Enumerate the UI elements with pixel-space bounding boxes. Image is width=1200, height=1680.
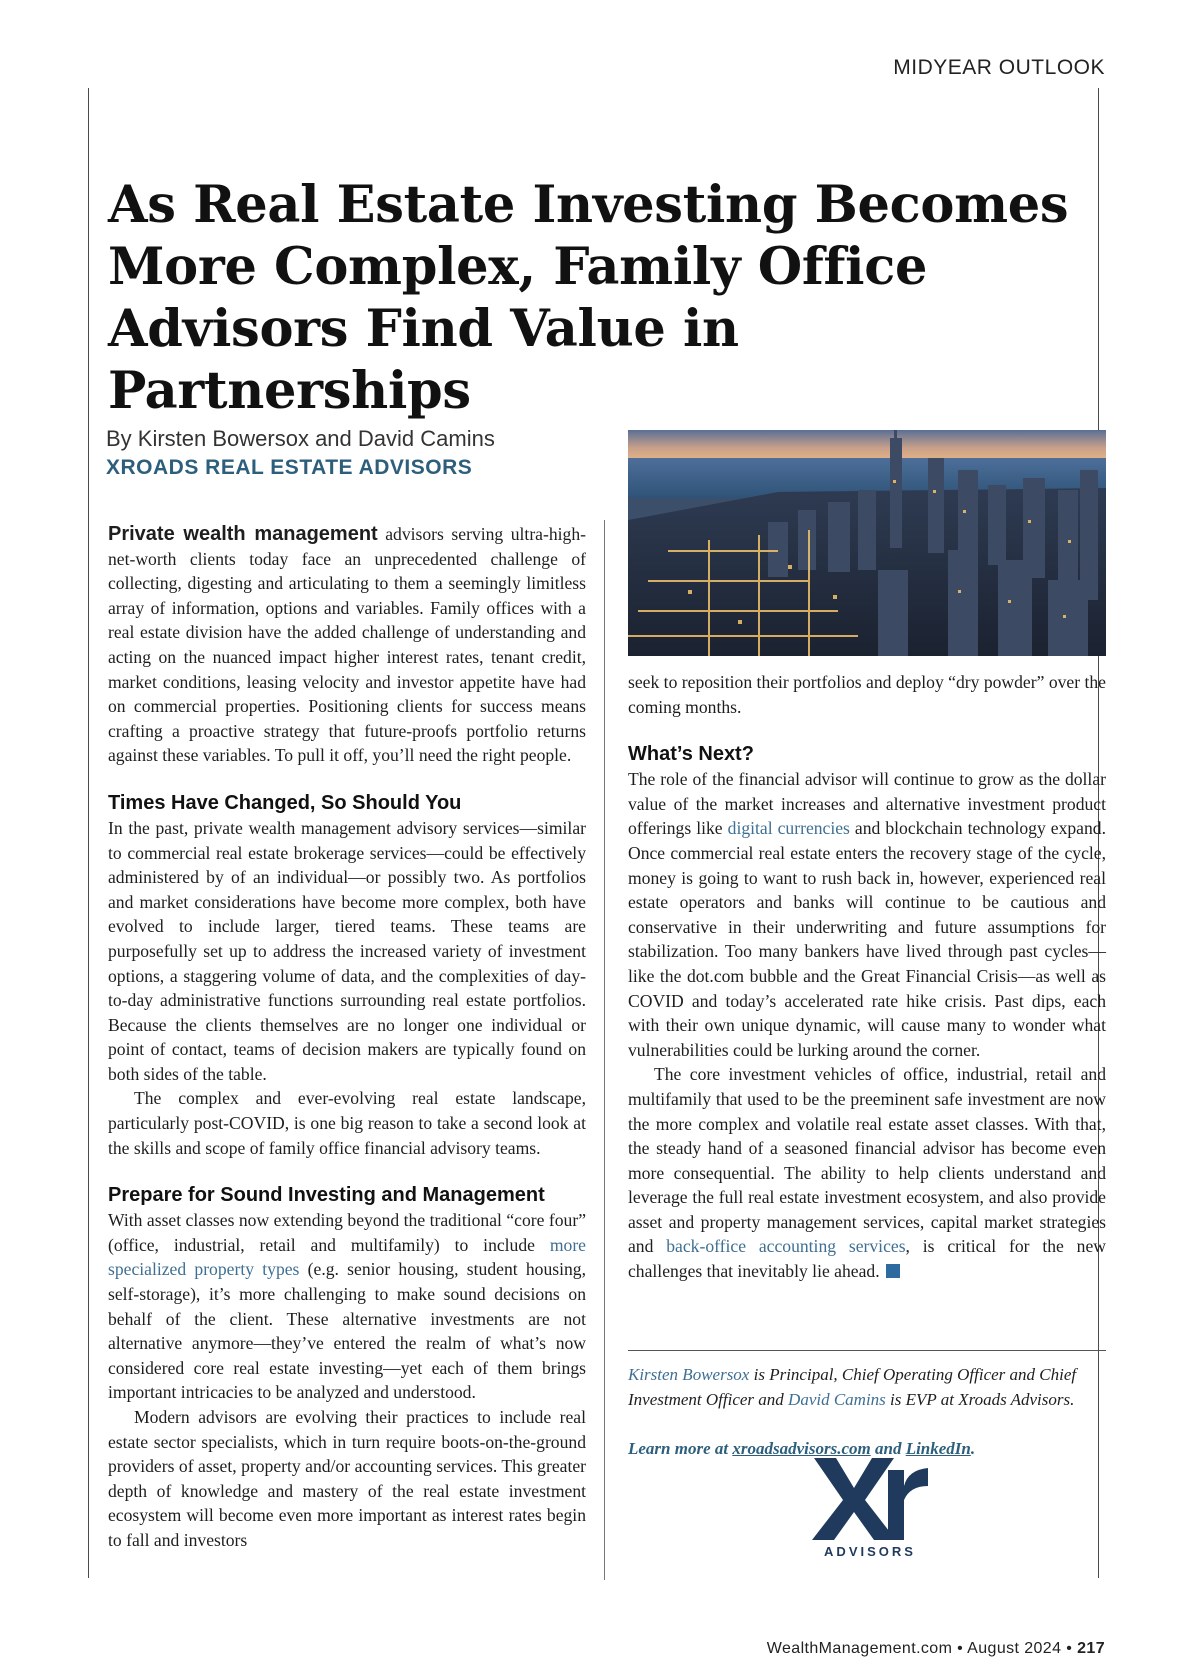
intro-text: advisors serving ultra-high-net-worth clients today face an unprecedented challenge of collecting, digesting and articulating to them a seemingly limitless array of information, options and variables. Family offices with a real estate division have the added challenge of understanding and acting on the nuanced impact higher interest rates, tenant credit, market conditions, leasing velocity and investor appetite have had on commercial properties. Positioning clients for success means crafting a proactive strategy that future-proofs portfolio returns against these variables. To pull it off, you’ll need the right people.: [108, 524, 586, 766]
learn-more-prefix: Learn more at: [628, 1439, 733, 1458]
xroads-logo: [810, 1448, 930, 1558]
paragraph-3-text-a: With asset classes now extending beyond the traditional “core four” (office, industrial, retail and multifamily) to include: [108, 1210, 586, 1255]
bio-text-2: is EVP at Xroads Advisors.: [885, 1390, 1075, 1409]
city-skyline-photo: [628, 430, 1106, 656]
continued-paragraph: seek to reposition their portfolios and deploy “dry powder” over the coming months.: [628, 672, 1106, 717]
paragraph-6-text-a: The core investment vehicles of office, industrial, retail and multifamily that used to be the preeminent safe investment are now the more complex and volatile real estate asset classes. With that, the steady hand of a seasoned financial advisor has become even more consequential. The ability to help clients understand and leverage the full real estate investment ecosystem, and also provide asset and property management services, capital market strategies and: [628, 1064, 1106, 1257]
paragraph-5: [628, 767, 1106, 1062]
link-back-office-accounting[interactable]: back-office accounting services: [666, 1236, 906, 1257]
paragraph-6-text-b: , is critical for the new challenges that inevitably lie ahead.: [628, 1236, 1106, 1282]
article-headline: As Real Estate Investing Becomes More Complex, Family Office Advisors Find Value in Partnerships: [108, 175, 1069, 421]
byline: [106, 424, 495, 482]
intro-paragraph: [108, 522, 586, 768]
page-number: 217: [1077, 1640, 1105, 1657]
page-footer: [767, 1640, 1105, 1658]
paragraph-3-text-b: (e.g. senior housing, student housing, self-storage), it’s more challenging to make sound decisions on behalf of the client. These alternative investments are not alternative anymore—they’ve entered the realm of what’s now considered core real estate investing—yet each of them brings important intricacies to be analyzed and understood.: [108, 1259, 587, 1403]
page-left-rule: [88, 88, 89, 1578]
link-david-camins[interactable]: David Camins: [788, 1390, 886, 1409]
paragraph-4: Modern advisors are evolving their practices to include real estate sector specialists, which in turn require boots-on-the-ground providers of asset, property and/or accounting services. This greater depth of knowledge and mastery of the real estate investment ecosystem will become even more important as interest rates begin to fall and investors: [108, 1407, 586, 1550]
footer-site-date: WealthManagement.com • August 2024 •: [766, 1640, 1078, 1657]
bio-text: [628, 1362, 1106, 1412]
subhead-times-changed: Times Have Changed, So Should You: [108, 791, 462, 814]
subhead-prepare: Prepare for Sound Investing and Management: [108, 1184, 545, 1207]
byline-authors: By Kirsten Bowersox and David Camins: [106, 426, 495, 451]
learn-more-and: and: [870, 1439, 906, 1458]
bio-divider: [628, 1350, 1106, 1351]
paragraph-1: In the past, private wealth management advisory services—similar to commercial real estate brokerage services—could be effectively administered by of an individual—or possibly two. As portfolios and market considerations have become more complex, both have evolved to include larger, tiered teams. These teams are purposefully set up to address the increased variety of investment options, a staggering volume of data, and the complexities of day-to-day administrative functions surrounding real estate portfolios. Because the clients themselves are no longer one individual or point of contact, teams of decision makers are typically found on both sides of the table.: [108, 817, 586, 1084]
paragraph-3: [108, 1208, 586, 1405]
link-linkedin[interactable]: LinkedIn: [905, 1439, 971, 1458]
link-specialized-property-types[interactable]: more specialized property types: [108, 1234, 586, 1280]
column-divider: [604, 520, 605, 1580]
end-mark-icon: [886, 1264, 900, 1278]
bio-text-1: is Principal, Chief Operating Officer and Chief Investment Officer and: [628, 1365, 1077, 1409]
link-kirsten-bowersox[interactable]: Kirsten Bowersox: [628, 1365, 750, 1384]
paragraph-5-text-b: and blockchain technology expand. Once commercial real estate enters the recovery stage of the cycle, money is going to want to rush back in, however, experienced real estate operators and banks will continue to be cautious and conservative in their underwriting and future assumptions for stabilization. Too many bankers have lived through past cycles—like the dot.com bubble and the Great Financial Crisis—as well as COVID and today’s accelerated rate hike crisis. Past dips, each with their own unique dynamic, will cause many to wonder what vulnerabilities could be lurking around the corner.: [628, 818, 1106, 1060]
byline-company: XROADS REAL ESTATE ADVISORS: [106, 456, 473, 479]
paragraph-2: The complex and ever-evolving real estate landscape, particularly post-COVID, is one big reason to take a second look at the skills and scope of family office financial advisory teams.: [108, 1088, 586, 1158]
link-xroadsadvisors[interactable]: xroadsadvisors.com: [732, 1439, 871, 1458]
lead-in: Private wealth management: [108, 523, 378, 545]
right-column: [628, 670, 1106, 1284]
author-bio: [628, 1362, 1106, 1461]
left-column: [108, 522, 586, 1553]
logo-wordmark: ADVISORS: [824, 1544, 916, 1558]
paragraph-5-text-a: The role of the financial advisor will continue to grow as the dollar value of the market increases and alternative investment product offerings like: [628, 769, 1106, 839]
subhead-whats-next: What’s Next?: [628, 743, 754, 766]
link-digital-currencies[interactable]: digital currencies: [727, 818, 850, 839]
learn-more-period: .: [970, 1439, 976, 1458]
section-label: MIDYEAR OUTLOOK: [893, 56, 1105, 79]
paragraph-6: [628, 1062, 1106, 1283]
